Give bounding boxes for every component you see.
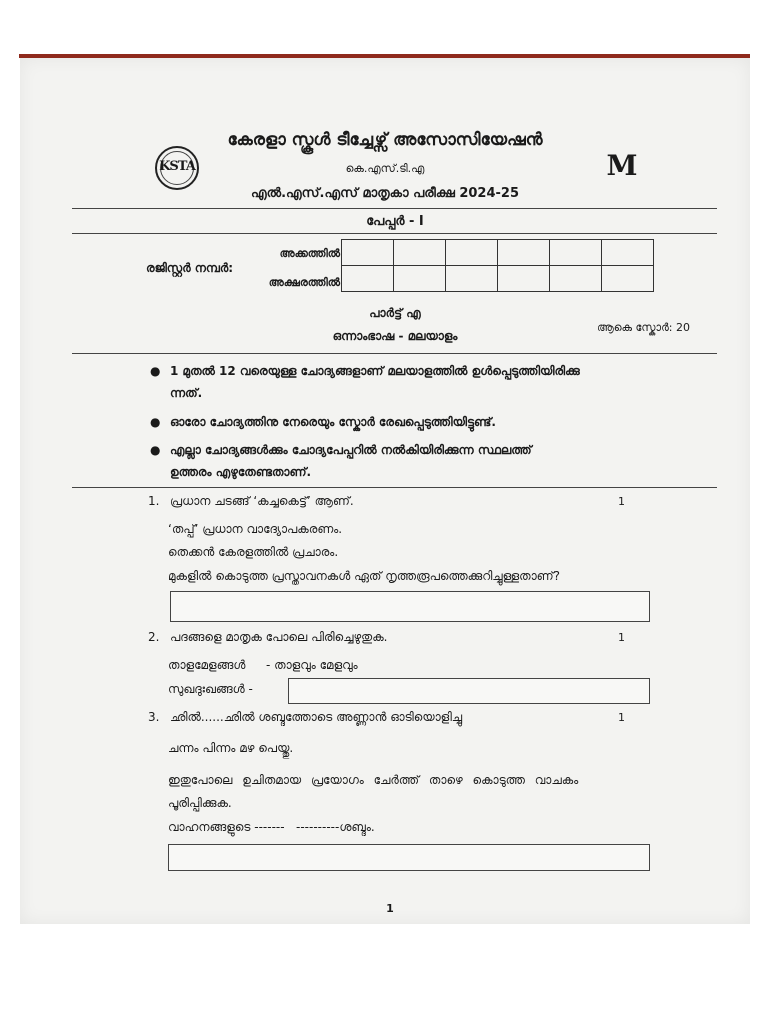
question-text: പ്രധാന ചടങ്ങ് ‘കച്ചകെട്ട്’ ആണ്. xyxy=(170,494,354,508)
divider xyxy=(72,233,717,234)
question-text: മുകളിൽ കൊടുത്ത പ്രസ്താവനകൾ ഏത് നൃത്തരൂപത്തെക്കുറിച്ചുള്ളതാണ്? xyxy=(168,569,561,583)
instruction-item xyxy=(150,439,670,483)
instruction-text: ഉത്തരം എഴുതേണ്ടതാണ്. xyxy=(170,465,312,479)
answer-box-q2[interactable] xyxy=(288,678,650,704)
question-text: പദങ്ങളെ മാതൃക പോലെ പിരിച്ചെഴുതുക. xyxy=(170,630,388,644)
question-text: ‘തപ്പ്’ പ്രധാന വാദ്യോപകരണം. xyxy=(168,522,343,536)
page-number: 1 xyxy=(386,902,394,915)
m-logo: M xyxy=(606,149,638,182)
question-text: ഇതുപോലെ ഉചിതമായ പ്രയോഗം ചേർത്ത് താഴെ കൊടുത്ത വാചകം xyxy=(168,773,579,787)
example-word: താളമേളങ്ങൾ xyxy=(168,658,246,672)
divider xyxy=(72,208,717,209)
register-number-label: രജിസ്റ്റർ നമ്പർ: xyxy=(146,261,234,275)
paper-label: പേപ്പർ - I xyxy=(366,214,424,229)
word-box[interactable] xyxy=(446,266,498,292)
bullet-icon: ● xyxy=(150,415,161,429)
answer-box-q3[interactable] xyxy=(168,844,650,871)
total-score: ആകെ സ്കോർ: 20 xyxy=(596,321,690,334)
ksta-logo xyxy=(155,146,199,190)
word-box[interactable] xyxy=(498,266,550,292)
divider xyxy=(72,487,717,488)
digit-box[interactable] xyxy=(446,240,498,266)
exam-title: എൽ.എസ്.എസ് മാതൃകാ പരീക്ഷ 2024-25 xyxy=(250,186,520,201)
instruction-item xyxy=(150,360,670,404)
question-text: പൂരിപ്പിക്കുക. xyxy=(168,796,232,810)
word-box[interactable] xyxy=(342,266,394,292)
question-number: 2. xyxy=(148,630,160,644)
question-number: 3. xyxy=(148,710,160,724)
question-text: ചന്നം പിന്നം മഴ പെയ്തു. xyxy=(168,741,294,755)
question-score: 1 xyxy=(618,631,625,644)
part-label: പാർട്ട് എ xyxy=(369,306,421,320)
question-number: 1. xyxy=(148,494,160,508)
word-box[interactable] xyxy=(394,266,446,292)
digit-box[interactable] xyxy=(342,240,394,266)
digit-box[interactable] xyxy=(550,240,602,266)
divider xyxy=(72,353,717,354)
instruction-text: ഓരോ ചോദ്യത്തിനു നേരെയും സ്കോർ രേഖപ്പെടുത്തിയിട്ടുണ്ട്. xyxy=(170,415,496,429)
question-text: തെക്കൻ കേരളത്തിൽ പ്രചാരം. xyxy=(168,545,339,559)
bullet-icon: ● xyxy=(150,364,161,378)
answer-box-q1[interactable] xyxy=(170,591,650,622)
example-answer: - താളവും മേളവും xyxy=(266,658,358,672)
instruction-item xyxy=(150,411,670,433)
word-box[interactable] xyxy=(602,266,654,292)
question-paper xyxy=(20,58,750,924)
register-number-grid xyxy=(341,239,654,292)
question-text: ഛിൽ......ഛിൽ ശബ്ദത്തോടെ അണ്ണാൻ ഓടിയൊളിച്ചു xyxy=(170,710,463,724)
digit-box[interactable] xyxy=(498,240,550,266)
in-words-label: അക്ഷരത്തിൽ xyxy=(268,276,340,289)
association-name: കേരളാ സ്കൂൾ ടീച്ചേഴ്സ് അസോസിയേഷൻ xyxy=(227,130,543,150)
bullet-icon: ● xyxy=(150,443,161,457)
subject-label: ഒന്നാംഭാഷ - മലയാളം xyxy=(332,329,458,343)
in-digits-label: അക്കത്തിൽ xyxy=(279,247,340,260)
instruction-text: 1 മുതൽ 12 വരെയുള്ള ചോദ്യങ്ങളാണ് മലയാളത്തിൽ ഉൾപ്പെടുത്തിയിരിക്കു xyxy=(170,364,580,378)
question-score: 1 xyxy=(618,495,625,508)
task-word: സുഖദുഃഖങ്ങൾ - xyxy=(168,682,253,696)
digit-box[interactable] xyxy=(602,240,654,266)
instruction-text: എല്ലാ ചോദ്യങ്ങൾക്കും ചോദ്യപേപ്പറിൽ നൽകിയിരിക്കുന്ന സ്ഥലത്ത് xyxy=(170,443,532,457)
fill-in-sentence: വാഹനങ്ങളുടെ ------- ----------ശബ്ദം. xyxy=(168,820,375,834)
logo-text: KSTA xyxy=(159,159,195,174)
word-box[interactable] xyxy=(550,266,602,292)
question-score: 1 xyxy=(618,711,625,724)
digit-box[interactable] xyxy=(394,240,446,266)
association-abbreviation: കെ.എസ്.ടി.എ xyxy=(345,162,425,175)
instruction-text: ന്നത്. xyxy=(170,386,203,400)
